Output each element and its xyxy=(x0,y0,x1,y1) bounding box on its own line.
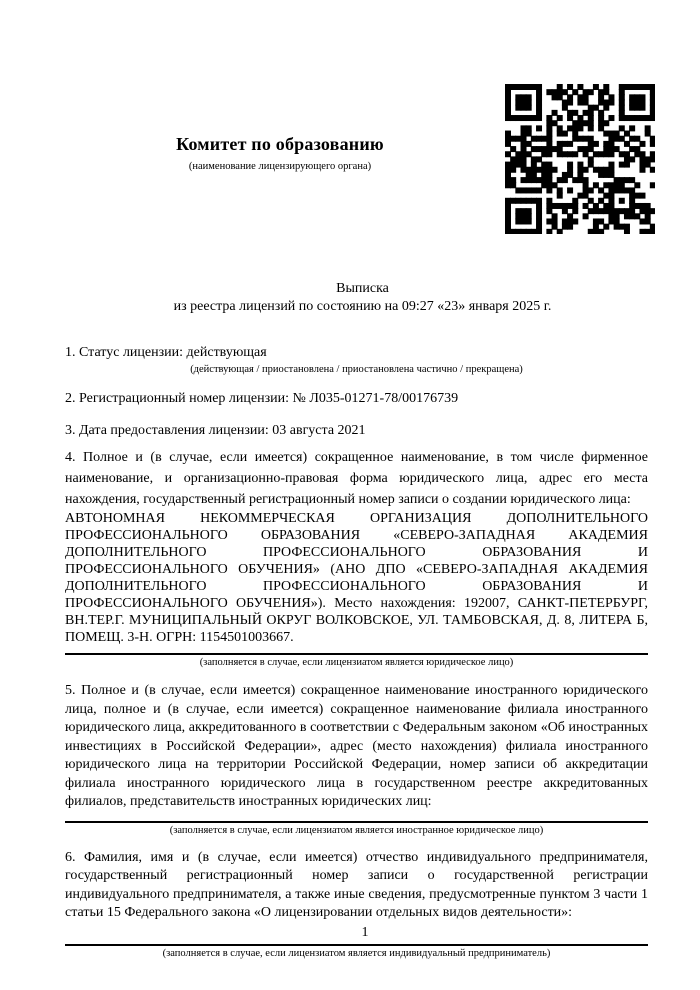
license-status-options-caption: (действующая / приостановлена / приостановлена частично / прекращена) xyxy=(190,364,523,375)
page-number: 1 xyxy=(361,925,369,940)
qr-code xyxy=(505,84,655,234)
document-title-line2: из реестра лицензий по состоянию на 09:27 «23» января 2025 г. xyxy=(173,299,552,314)
grant-date-text: 3. Дата предоставления лицензии: 03 августа 2021 xyxy=(65,423,366,438)
items-4-6-section xyxy=(65,447,648,959)
fill-caption-individual-entrepreneur: (заполняется в случае, если лицензиатом является индивидуальный предприниматель) xyxy=(162,947,551,959)
fill-caption-foreign-entity: (заполняется в случае, если лицензиатом является иностранное юридическое лицо) xyxy=(169,824,544,836)
document-title-line1: Выписка xyxy=(336,281,389,296)
item-individual-entrepreneur-text: 6. Фамилия, имя и (в случае, если имеется) отчество индивидуального предпринимателя, государственный регистрационный номер записи о государственной регистрации индивидуального предпринимателя, а также иные сведения, предусмотренные пунктом 3 части 1 статьи 15 Федерального закона «О лицензировании отдельных видов деятельности»: xyxy=(65,849,648,920)
document-title xyxy=(65,280,660,316)
fill-line-foreign-entity xyxy=(65,821,648,823)
authority-name: Комитет по образованию xyxy=(176,134,384,154)
fill-caption-legal-entity: (заполняется в случае, если лицензиатом является юридическое лицо) xyxy=(199,657,514,668)
license-status-text: 1. Статус лицензии: действующая xyxy=(65,345,267,360)
item-license-status xyxy=(65,345,648,375)
item-legal-entity-intro: 4. Полное и (в случае, если имеется) сокращенное наименование, в том числе фирменное наименование, и организационно-правовая форма юридического лица, адрес его места нахождения, государственный регистрационный номер записи о создании юридического лица: xyxy=(65,450,648,507)
fill-line-legal-entity xyxy=(65,653,648,655)
item-legal-entity-value: АВТОНОМНАЯ НЕКОММЕРЧЕСКАЯ ОРГАНИЗАЦИЯ ДОПОЛНИТЕЛЬНОГО ПРОФЕССИОНАЛЬНОГО ОБРАЗОВАНИЯ «СЕВЕРО-ЗАПАДНАЯ АКАДЕМИЯ ДОПОЛНИТЕЛЬНОГО ПРОФЕССИОНАЛЬНОГО ОБРАЗОВАНИЯ И ПРОФЕССИОНАЛЬНОГО ОБУЧЕНИЯ» (АНО ДПО «СЕВЕРО-ЗАПАДНАЯ АКАДЕМИЯ ДОПОЛНИТЕЛЬНОГО ПРОФЕССИОНАЛЬНОГО ОБРАЗОВАНИЯ И ПРОФЕССИОНАЛЬНОГО ОБУЧЕНИЯ»). Место нахождения: 192007, САНКТ-ПЕТЕРБУРГ, ВН.ТЕР.Г. МУНИЦИПАЛЬНЫЙ ОКРУГ ВОЛКОВСКОЕ, УЛ. ТАМБОВСКАЯ, Д. 8, ЛИТЕРА Б, ПОМЕЩ. 3-Н. ОГРН: 1154501003667. xyxy=(65,511,648,645)
fill-line-individual-entrepreneur xyxy=(65,944,648,946)
authority-caption: (наименование лицензирующего органа) xyxy=(188,161,372,172)
item-foreign-entity-text: 5. Полное и (в случае, если имеется) сокращенное наименование иностранного юридического лица, полное и (в случае, если имеется) сокращенное наименование филиала иностранного юридического лица, аккредитованного в соответствии с Федеральным законом «Об иностранных инвестициях в Российской Федерации», адрес (место нахождения) филиала иностранного юридического лица на территории Российской Федерации, номер записи об аккредитации филиала иностранного юридического лица в государственном реестре аккредитованных филиалов, представительств иностранных юридических лиц: xyxy=(65,683,648,809)
item-grant-date xyxy=(65,423,648,439)
registration-number-text: 2. Регистрационный номер лицензии: № Л035-01271-78/00176739 xyxy=(65,391,459,406)
item-registration-number xyxy=(65,391,648,407)
licensing-authority-header xyxy=(65,134,495,172)
